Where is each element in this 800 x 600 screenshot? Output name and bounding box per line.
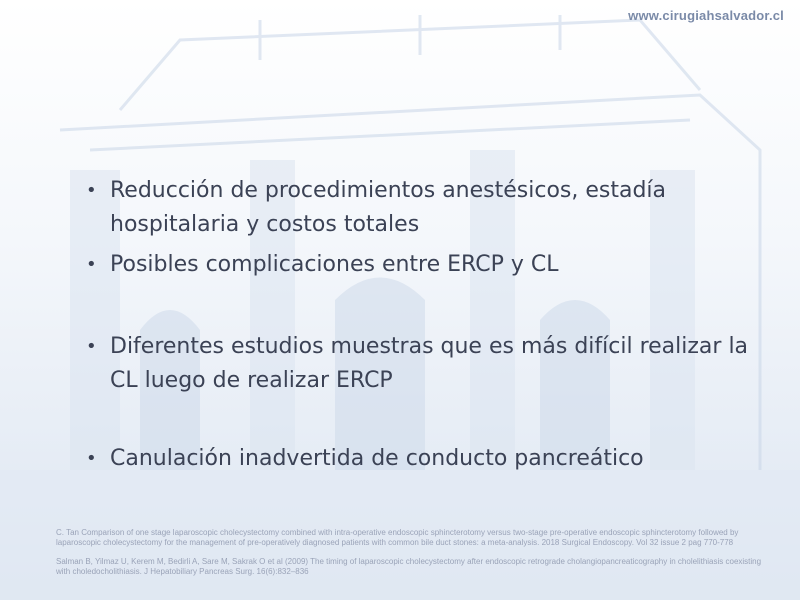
bullet-glyph: • — [86, 254, 97, 275]
bullet-text: Posibles complicaciones entre ERCP y CL — [110, 252, 559, 277]
website-brand-label[interactable]: www.cirugiahsalvador.cl — [628, 8, 784, 23]
bullet-glyph: • — [86, 180, 97, 201]
bullet-item — [84, 174, 764, 242]
bullet-text: Canulación inadvertida de conducto pancreático — [110, 446, 644, 471]
reference-item: C. Tan Comparison of one stage laparoscopic cholecystectomy combined with intra-operative endoscopic sphincterotomy versus two-stage pre-operative endoscopic sphincterotomy followed by laparoscopic cholecystectomy for the management of pre-operatively diagnosed patients with common bile duct stones: a meta-analysis. 2018 Surgical Endoscopy. Vol 32 issue 2 pag 770-778 — [56, 528, 739, 547]
bullet-glyph: • — [86, 448, 97, 469]
references — [56, 528, 768, 586]
bullet-text: Diferentes estudios muestras que es más difícil realizar la CL luego de realizar ERCP — [110, 334, 749, 393]
bullet-glyph: • — [86, 336, 97, 357]
bullet-item — [84, 330, 764, 398]
reference-item: Salman B, Yilmaz U, Kerem M, Bedirli A, Sare M, Sakrak O et al (2009) The timing of laparoscopic cholecystectomy after endoscopic retrograde cholangiopancreaticography in cholelithiasis coexisting with choledocholithiasis. J Hepatobiliary Pancreas Surg. 16(6):832–836 — [56, 557, 762, 576]
bullet-text: Reducción de procedimientos anestésicos, estadía hospitalaria y costos totales — [110, 178, 667, 237]
bullet-item — [84, 248, 764, 282]
bullet-list — [84, 174, 764, 476]
bullet-item — [84, 442, 764, 476]
